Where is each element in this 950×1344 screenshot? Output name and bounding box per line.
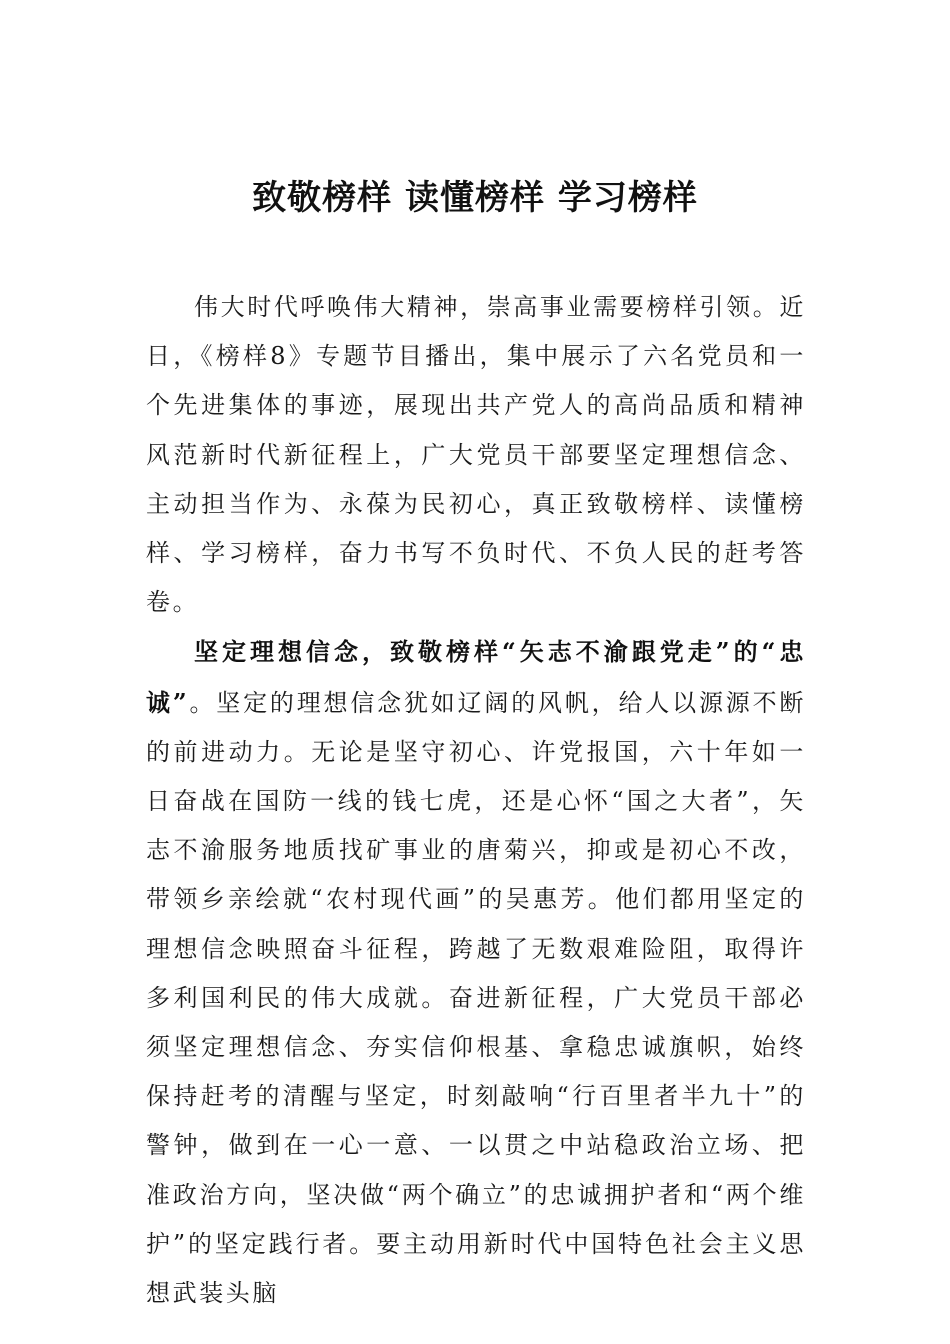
paragraph-text: 伟大时代呼唤伟大精神，崇高事业需要榜样引领。近日，《榜样8》专题节目播出，集中展示了六名党员和一个先进集体的事迹，展现出共产党人的高尚品质和精神风范新时代新征程上，广大党员干部要坚定理想信念、主动担当作为、永葆为民初心，真正致敬榜样、读懂榜样、学习榜样，奋力书写不负时代、不负人民的赶考答卷。 bbox=[146, 293, 806, 617]
paragraph-text: 。坚定的理想信念犹如辽阔的风帆，给人以源源不断的前进动力。无论是坚守初心、许党报国，六十年如一日奋战在国防一线的钱七虎，还是心怀“国之大者”，矢志不渝服务地质找矿事业的唐菊兴，抑或是初心不改，带领乡亲绘就“农村现代画”的吴惠芳。他们都用坚定的理想信念映照奋斗征程，跨越了无数艰难险阻，取得许多利国利民的伟大成就。奋进新征程，广大党员干部必须坚定理想信念、夯实信仰根基、拿稳忠诚旗帜，始终保持赶考的清醒与坚定，时刻敲响“行百里者半九十”的警钟，做到在一心一意、一以贯之中站稳政治立场、把准政治方向，坚决做“两个确立”的忠诚拥护者和“两个维护”的坚定践行者。要主动用新时代中国特色社会主义思想武装头脑 bbox=[146, 688, 806, 1308]
paragraph-lead: 坚定理想信念，致敬榜样“矢志不渝跟党走”的“忠诚” bbox=[146, 637, 806, 717]
document-title: 致敬榜样 读懂榜样 学习榜样 bbox=[252, 178, 698, 218]
document-body bbox=[146, 282, 806, 1318]
paragraph-ideals bbox=[146, 627, 806, 1318]
paragraph-intro bbox=[146, 282, 806, 627]
